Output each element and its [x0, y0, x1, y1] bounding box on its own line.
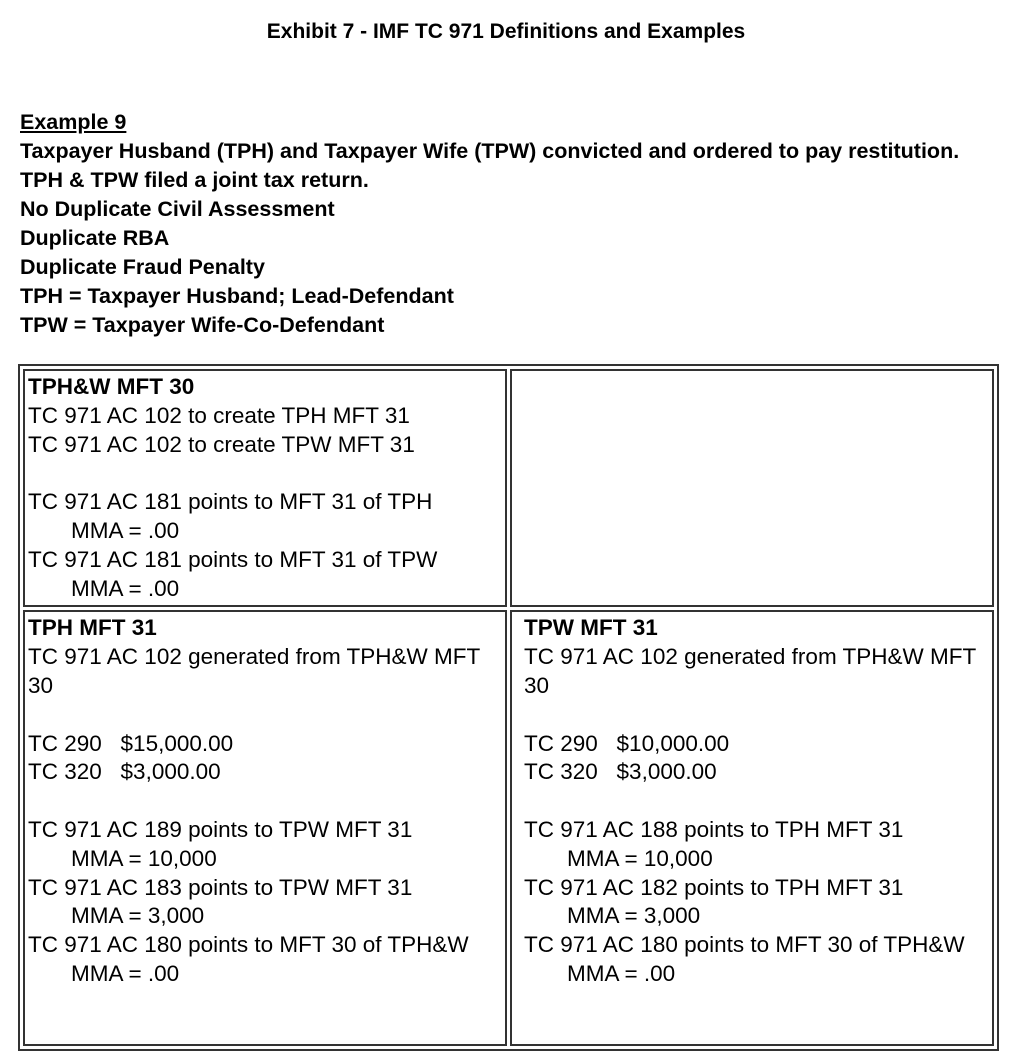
- example-table: [18, 364, 999, 1051]
- cell-line: TC 971 AC 183 points to TPW MFT 31: [28, 874, 413, 900]
- cell-line: MMA = 3,000: [567, 903, 701, 929]
- cell-line: TC 971 AC 181 points to MFT 31 of TPH: [28, 489, 433, 515]
- intro-line: Taxpayer Husband (TPH) and Taxpayer Wife (TPW) convicted and ordered to pay restitution. TPH & TPW filed a joint tax return.: [20, 139, 960, 192]
- example-intro: [20, 108, 1000, 340]
- cell-tph-mft31: [23, 610, 507, 1046]
- intro-line: No Duplicate Civil Assessment: [20, 197, 335, 221]
- cell-line: MMA = 10,000: [567, 845, 713, 871]
- cell-line: MMA = .00: [71, 517, 180, 543]
- cell-line: TC 971 AC 182 points to TPH MFT 31: [524, 874, 904, 900]
- intro-line: Duplicate RBA: [20, 226, 170, 250]
- cell-line: MMA = .00: [567, 960, 676, 986]
- cell-line: TC 971 AC 102 to create TPW MFT 31: [28, 431, 415, 457]
- cell-heading: TPW MFT 31: [524, 615, 658, 641]
- cell-empty: [510, 369, 994, 607]
- intro-line: TPW = Taxpayer Wife-Co-Defendant: [20, 313, 385, 337]
- cell-heading: TPH&W MFT 30: [28, 374, 195, 399]
- cell-line: MMA = .00: [71, 575, 180, 601]
- cell-line: TC 971 AC 180 points to MFT 30 of TPH&W: [28, 932, 469, 958]
- intro-line: TPH = Taxpayer Husband; Lead-Defendant: [20, 284, 454, 308]
- cell-line: TC 971 AC 102 generated from TPH&W MFT 30: [28, 644, 480, 698]
- page-title: Exhibit 7 - IMF TC 971 Definitions and Examples: [266, 20, 746, 43]
- cell-line: TC 971 AC 102 to create TPH MFT 31: [28, 402, 410, 428]
- cell-tpw-mft31: [510, 610, 994, 1046]
- example-heading: Example 9: [20, 110, 127, 134]
- cell-line: TC 971 AC 180 points to MFT 30 of TPH&W: [524, 932, 965, 958]
- cell-line: MMA = .00: [71, 960, 180, 986]
- cell-line: TC 971 AC 102 generated from TPH&W MFT 30: [524, 644, 976, 698]
- cell-joint-mft30: [23, 369, 507, 607]
- intro-line: Duplicate Fraud Penalty: [20, 255, 265, 279]
- cell-line: TC 290 $10,000.00: [524, 730, 730, 756]
- cell-line: TC 971 AC 181 points to MFT 31 of TPW: [28, 546, 438, 572]
- cell-line: MMA = 3,000: [71, 903, 205, 929]
- cell-line: TC 290 $15,000.00: [28, 730, 234, 756]
- cell-line: TC 971 AC 189 points to TPW MFT 31: [28, 816, 413, 842]
- cell-line: MMA = 10,000: [71, 845, 217, 871]
- cell-heading: TPH MFT 31: [28, 615, 157, 641]
- cell-line: TC 320 $3,000.00: [28, 759, 221, 785]
- cell-line: TC 320 $3,000.00: [524, 759, 717, 785]
- cell-line: TC 971 AC 188 points to TPH MFT 31: [524, 816, 904, 842]
